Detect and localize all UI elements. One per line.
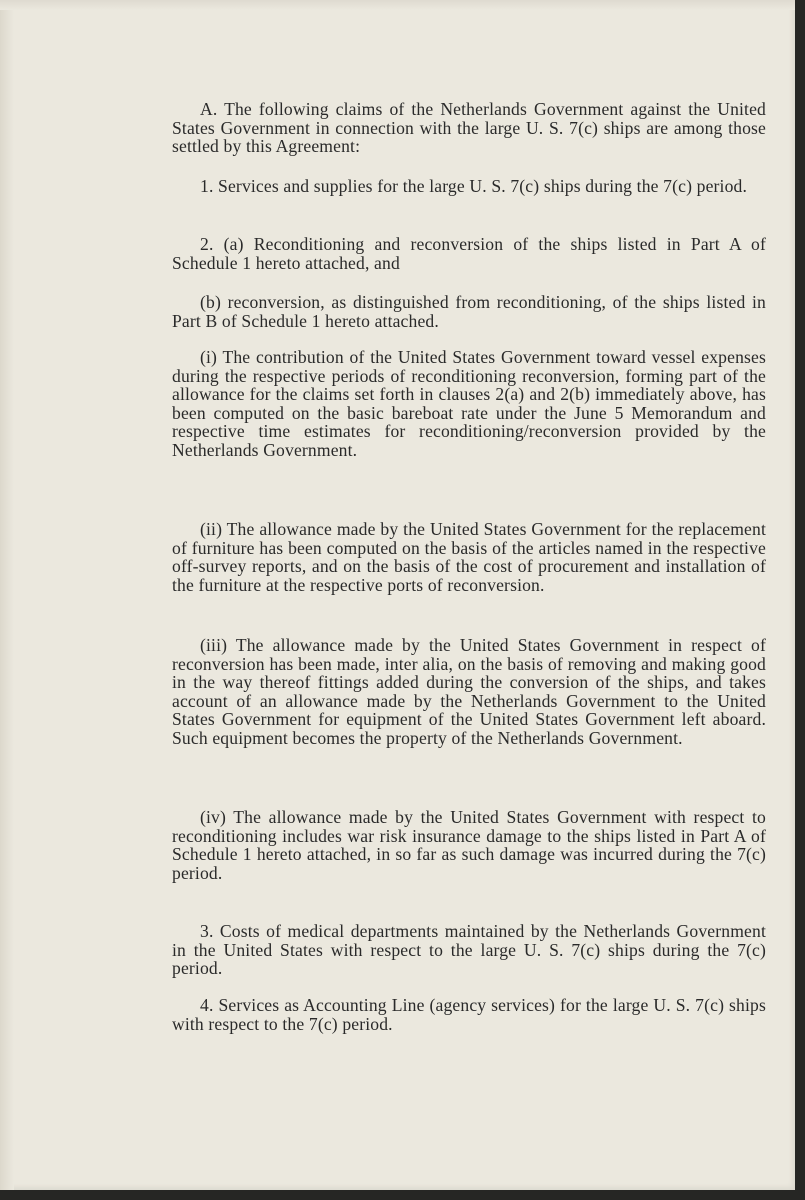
paragraph-2b: (b) reconversion, as distinguished from reconditioning, of the ships listed in Part B of Schedule 1 hereto attached. bbox=[172, 292, 766, 331]
page-top-edge bbox=[0, 0, 795, 10]
paragraph-iii: (iii) The allowance made by the United States Government in respect of reconversion has been made, inter alia, on the basis of removing and making good in the way thereof fittings added during the conversion of the ships, and takes account of an allowance made by the Netherlands Government to the United States Government for equipment of the United States Government left aboard. Such equipment becomes the property of the Netherlands Government. bbox=[172, 635, 766, 748]
paragraph-iv: (iv) The allowance made by the United States Government with respect to reconditioning includes war risk insurance damage to the ships listed in Part A of Schedule 1 hereto attached, in so far as such damage was incurred during the 7(c) period. bbox=[172, 807, 766, 883]
page-left-edge bbox=[0, 0, 14, 1190]
paragraph-a: A. The following claims of the Netherlands Government against the United States Government in connection with the large U. S. 7(c) ships are among those settled by this Agreement: bbox=[172, 99, 766, 156]
paragraph-3: 3. Costs of medical departments maintained by the Netherlands Government in the United States with respect to the large U. S. 7(c) ships during the 7(c) period. bbox=[172, 921, 766, 978]
paragraph-ii: (ii) The allowance made by the United States Government for the replacement of furniture has been computed on the basis of the articles named in the respective off-survey reports, and on the basis of the cost of procurement and installation of the furniture at the respective ports of reconversion. bbox=[172, 519, 766, 595]
paragraph-1: 1. Services and supplies for the large U. S. 7(c) ships during the 7(c) period. bbox=[200, 176, 748, 196]
paragraph-2a: 2. (a) Reconditioning and reconversion of the ships listed in Part A of Schedule 1 hereto attached, and bbox=[172, 234, 766, 273]
paragraph-i: (i) The contribution of the United States Government toward vessel expenses during the respective periods of reconditioning reconversion, forming part of the allowance for the claims set forth in clauses 2(a) and 2(b) immediately above, has been computed on the basic bareboat rate under the June 5 Memorandum and respective time estimates for reconditioning/reconversion provided by the Netherlands Government. bbox=[172, 347, 766, 460]
paragraph-4: 4. Services as Accounting Line (agency services) for the large U. S. 7(c) ships with respect to the 7(c) period. bbox=[172, 995, 766, 1034]
